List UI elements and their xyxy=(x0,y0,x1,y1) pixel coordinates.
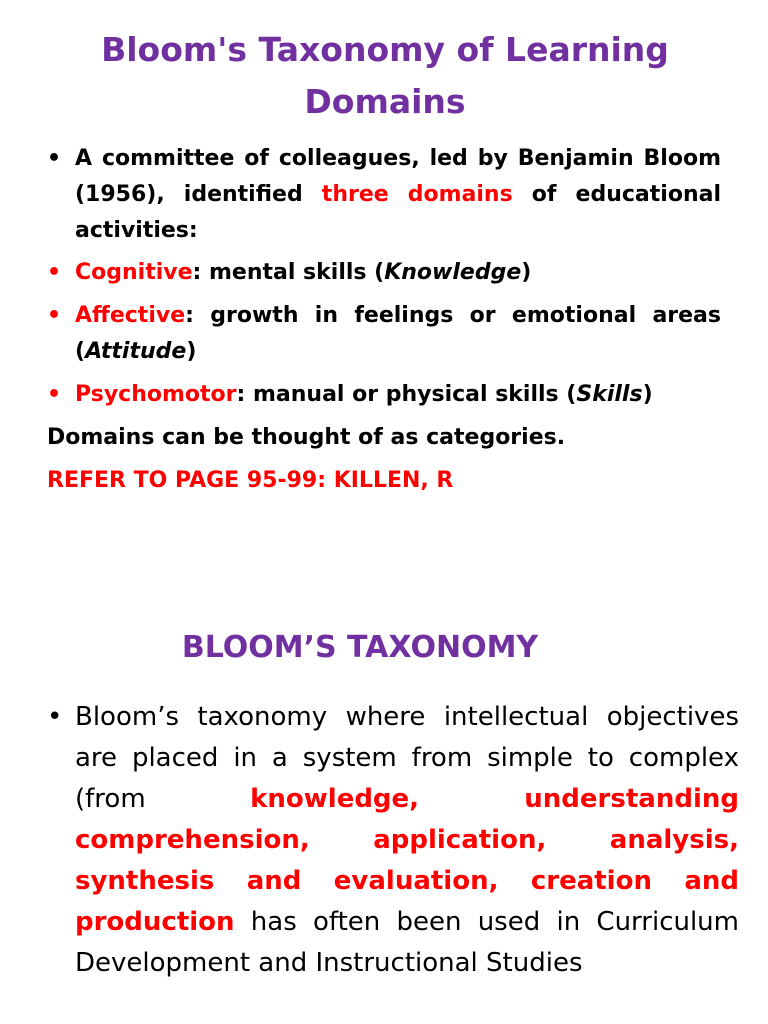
section-title: BLOOM’S TAXONOMY xyxy=(181,630,539,665)
domain-item-affective: • Affective: growth in feelings or emotional areas (Attitude) xyxy=(47,298,721,370)
three-domains-highlight: three domains xyxy=(321,182,513,207)
bullet-dot: • xyxy=(47,260,62,285)
domain-item-cognitive: • Cognitive: mental skills (Knowledge) xyxy=(47,255,721,291)
taxonomy-bullet xyxy=(47,697,739,984)
domain-name: Affective xyxy=(75,303,186,328)
domain-item-psychomotor: • Psychomotor: manual or physical skills (Skills) xyxy=(47,377,721,413)
bullet-dot: • xyxy=(47,303,62,328)
domain-name: Psychomotor xyxy=(75,382,237,407)
bullet-dot: • xyxy=(47,382,62,407)
bullet-dot: • xyxy=(47,702,63,732)
intro-bullet xyxy=(47,141,721,249)
intro-text: A committee of colleagues, led by Benjamin Bloom (1956), identified three domains of educational activities: xyxy=(75,146,721,243)
bullet-dot: • xyxy=(47,146,62,171)
taxonomy-levels-highlight: knowledge, understanding comprehension, application, analysis, synthesis and evaluation, creation and production xyxy=(75,784,739,937)
reference-note: REFER TO PAGE 95-99: KILLEN, R xyxy=(47,468,454,493)
domains-note: Domains can be thought of as categories. xyxy=(47,425,566,450)
taxonomy-text: Bloom’s taxonomy where intellectual objectives are placed in a system from simple to complex (from knowledge, understanding comprehension, application, analysis, synthesis and evaluation, creation and production has often been used in Curriculum Development and Instructional Studies xyxy=(75,702,739,978)
domain-name: Cognitive xyxy=(75,260,193,285)
page-title: Bloom's Taxonomy of Learning Domains xyxy=(101,30,669,121)
